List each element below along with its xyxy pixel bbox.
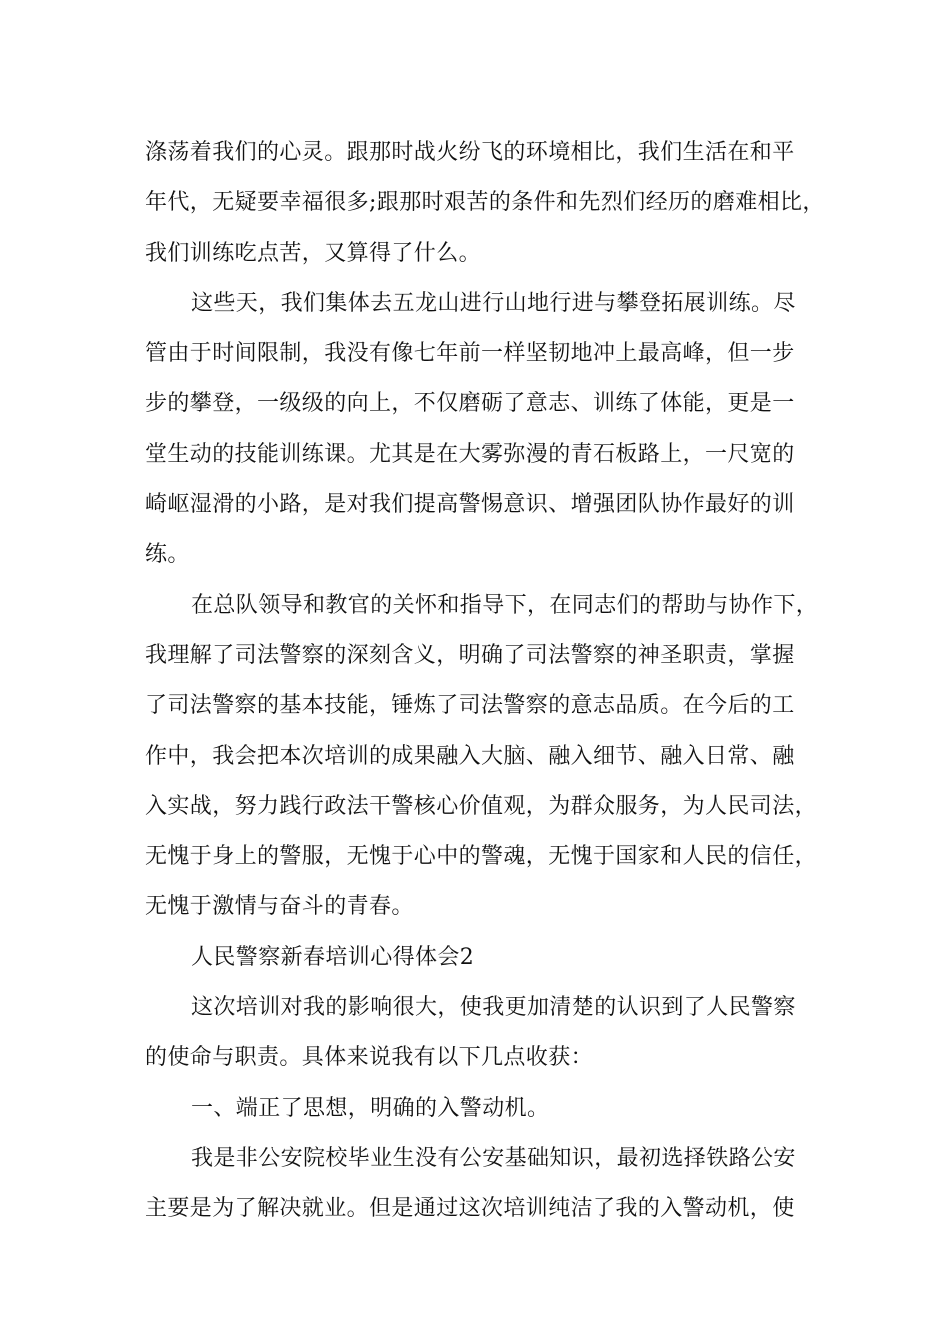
text-line: 无愧于身上的警服，无愧于心中的警魂，无愧于国家和人民的信任，: [145, 844, 818, 870]
text-line: 无愧于激情与奋斗的青春。: [145, 894, 414, 920]
text-line: 我理解了司法警察的深刻含义，明确了司法警察的神圣职责，掌握: [145, 642, 795, 668]
paragraph-5: [145, 1134, 815, 1235]
text-line: 崎岖湿滑的小路，是对我们提高警惕意识、增强团队协作最好的训: [145, 492, 795, 518]
text-line: 练。: [145, 542, 190, 568]
paragraph-2: [145, 279, 815, 581]
list-item-title: 一、端正了思想，明确的入警动机。: [191, 1095, 550, 1121]
list-heading: [145, 1084, 815, 1134]
text-line: 我们训练吃点苦，又算得了什么。: [145, 240, 482, 266]
text-line: 管由于时间限制，我没有像七年前一样坚韧地冲上最高峰，但一步: [145, 341, 795, 367]
text-line: 这次培训对我的影响很大，使我更加清楚的认识到了人民警察: [191, 995, 796, 1021]
text-line: 了司法警察的基本技能，锤炼了司法警察的意志品质。在今后的工: [145, 693, 795, 719]
paragraph-1: [145, 128, 825, 279]
text-line: 在总队领导和教官的关怀和指导下，在同志们的帮助与协作下，: [191, 592, 819, 618]
text-line: 的使命与职责。具体来说我有以下几点收获：: [145, 1045, 594, 1071]
text-line: 涤荡着我们的心灵。跟那时战火纷飞的环境相比，我们生活在和平: [145, 140, 795, 165]
text-line: 我是非公安院校毕业生没有公安基础知识，最初选择铁路公安: [191, 1145, 796, 1171]
paragraph-4: [145, 983, 815, 1084]
document-body: [145, 128, 825, 1235]
text-line: 这些天，我们集体去五龙山进行山地行进与攀登拓展训练。尽: [191, 290, 796, 316]
paragraph-3: [145, 581, 819, 933]
text-line: 主要是为了解决就业。但是通过这次培训纯洁了我的入警动机，使: [145, 1196, 795, 1222]
text-line: 入实战，努力践行政法干警核心价值观，为群众服务，为人民司法，: [145, 793, 818, 819]
text-line: 年代，无疑要幸福很多;跟那时艰苦的条件和先烈们经历的磨难相比，: [145, 190, 825, 216]
text-line: 步的攀登，一级级的向上，不仅磨砺了意志、训练了体能，更是一: [145, 391, 795, 417]
section-title: 人民警察新春培训心得体会2: [191, 944, 475, 970]
text-line: 作中，我会把本次培训的成果融入大脑、融入细节、融入日常、融: [145, 743, 795, 769]
text-line: 堂生动的技能训练课。尤其是在大雾弥漫的青石板路上，一尺宽的: [145, 441, 795, 467]
section-heading: [145, 933, 815, 983]
